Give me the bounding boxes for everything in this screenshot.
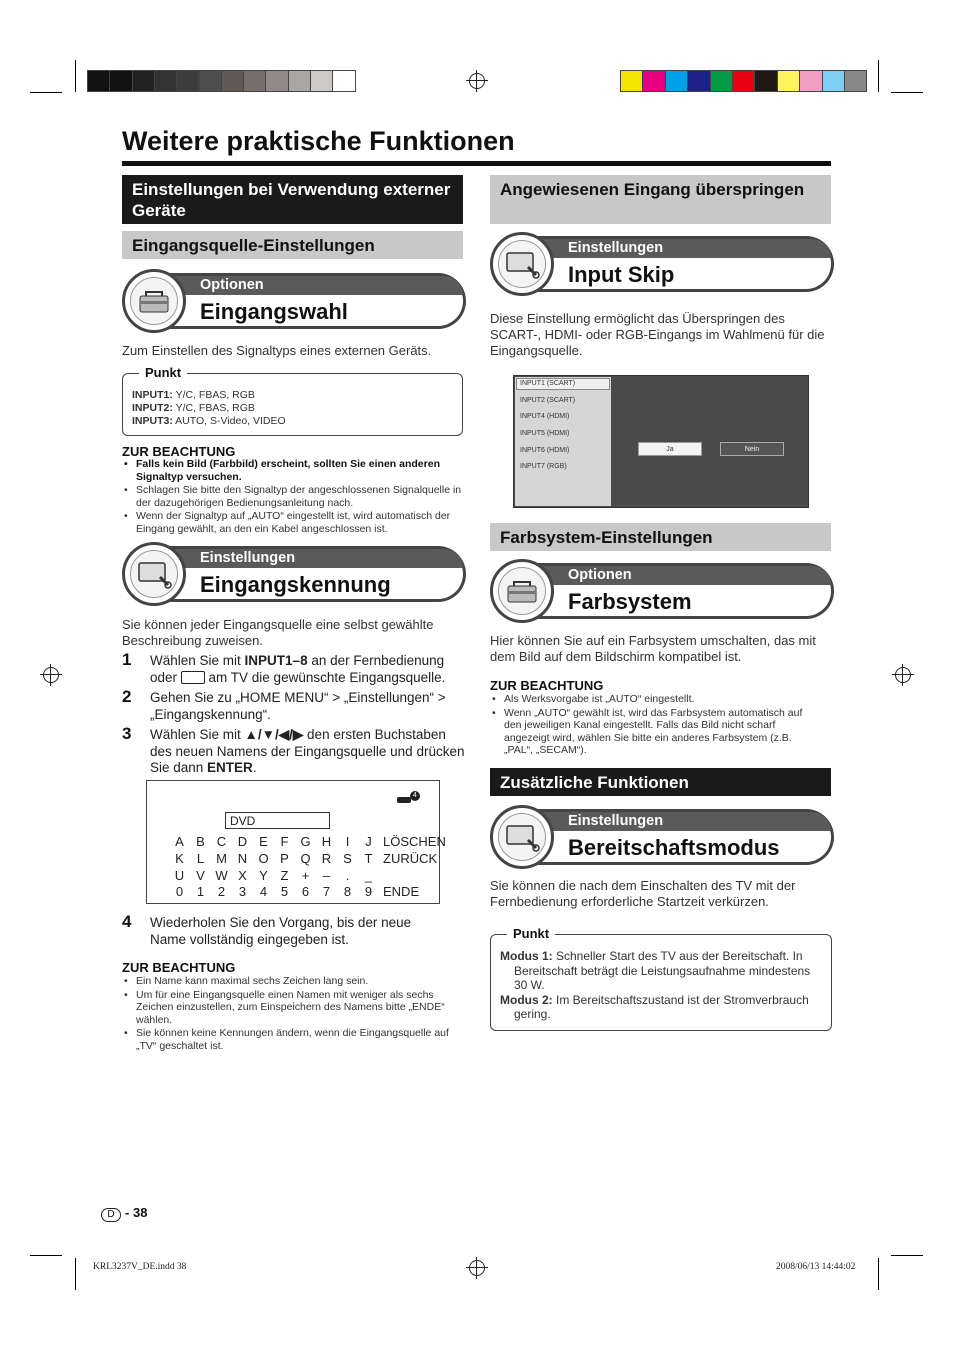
keyboard-key: R <box>321 851 332 866</box>
note-item: • Um für eine Eingangsquelle einen Namen mit weniger als sechs Zeichen einzustellen, zum Einspeichern des Namens bitte „ENDE“ wählen. <box>122 989 467 1027</box>
keyboard-key: V <box>196 868 205 883</box>
keyboard-key: H <box>321 834 332 849</box>
name-field: DVD <box>225 812 330 829</box>
color-swatch <box>132 70 155 92</box>
keyboard-key: E <box>259 834 268 849</box>
keyboard-key: 8 <box>343 884 352 899</box>
color-swatch <box>687 70 710 92</box>
registration-mark-icon <box>469 1260 485 1276</box>
footer-file: KRL3237V_DE.indd 38 <box>93 1262 187 1272</box>
color-swatch <box>710 70 733 92</box>
keyboard-key: J <box>365 834 372 849</box>
keyboard-key: I <box>345 834 350 849</box>
section-header-external: Einstellungen bei Verwendung externer Geräte <box>122 175 463 224</box>
color-swatch <box>221 70 244 92</box>
eingangswahl-description: Zum Einstellen des Signaltyps eines externen Geräts. <box>122 343 432 358</box>
menu-title: Eingangskennung <box>200 572 391 597</box>
section-header-extra-functions: Zusätzliche Funktionen <box>490 768 831 796</box>
keyboard-key: 0 <box>175 884 184 899</box>
punkt-item: INPUT3: AUTO, S-Video, VIDEO <box>132 415 286 427</box>
menu-header-eingangskennung <box>122 544 466 606</box>
arrow-keys-icon: ▲/▼/◀/▶ <box>244 727 304 742</box>
step-text: Wählen Sie mit INPUT1–8 an der Fernbedienung oder am TV die gewünschte Eingangsquelle. <box>150 653 446 685</box>
title-rule <box>122 161 831 166</box>
color-swatch <box>332 70 355 92</box>
menu-sub-label: Einstellungen <box>568 813 664 829</box>
keyboard-key: S <box>343 851 352 866</box>
color-swatch <box>310 70 333 92</box>
color-swatch <box>176 70 199 92</box>
keyboard-key: . <box>345 868 350 883</box>
farbsystem-description: Hier können Sie auf ein Farbsystem umschalten, das mit dem Bild auf dem Bildschirm kompatibel ist. <box>490 633 816 664</box>
keyboard-key: – <box>322 868 331 883</box>
keyboard-key: W <box>215 868 228 883</box>
page-title: Weitere praktische Funktionen <box>122 126 515 156</box>
footer-timestamp: 2008/06/13 14:44:02 <box>776 1262 856 1272</box>
keyboard-key: N <box>237 851 248 866</box>
keyboard-key: 3 <box>238 884 247 899</box>
tv-settings-icon <box>490 232 554 296</box>
color-swatch <box>799 70 822 92</box>
keyboard-key: Q <box>300 851 311 866</box>
badge: 4 <box>410 791 420 801</box>
color-swatch <box>288 70 311 92</box>
menu-header-farbsystem <box>490 561 834 623</box>
menu-title: Bereitschaftsmodus <box>568 835 780 860</box>
step-number: 4 <box>122 912 132 931</box>
note-item: • Falls kein Bild (Farbbild) erscheint, sollten Sie einen anderen Signaltyp versuchen. <box>122 458 467 483</box>
keyboard-key: _ <box>364 868 373 883</box>
punkt-label: Punkt <box>507 926 555 941</box>
input-source-icon <box>181 671 205 684</box>
keyboard-key: Z <box>280 868 289 883</box>
color-swatch <box>199 70 222 92</box>
step-text: Gehen Sie zu „HOME MENU“ > „Einstellungen“ > „Eingangskennung“. <box>150 690 446 722</box>
punkt-item: Modus 1: Schneller Start des TV aus der Bereitschaft. In Bereitschaft beträgt die Leistungsaufnahme mindestens 30 W. <box>500 949 811 992</box>
subsection-header-color-system: Farbsystem-Einstellungen <box>490 523 831 551</box>
keyboard-key: C <box>216 834 227 849</box>
toolbox-icon <box>490 559 554 623</box>
color-swatch <box>822 70 845 92</box>
keyboard-key: A <box>175 834 184 849</box>
menu-header-input-skip <box>490 234 834 296</box>
registration-mark-icon <box>895 667 911 683</box>
color-swatch <box>754 70 777 92</box>
keyboard-row <box>169 868 379 883</box>
color-swatch <box>732 70 755 92</box>
color-swatch <box>642 70 665 92</box>
punkt-item: Modus 2: Im Bereitschaftszustand ist der Stromverbrauch gering. <box>500 992 809 1021</box>
input-list <box>515 377 611 506</box>
color-swatch <box>265 70 288 92</box>
step-number: 1 <box>122 650 132 669</box>
color-swatch <box>154 70 177 92</box>
keyboard-row <box>169 884 419 899</box>
keyboard-key: 4 <box>259 884 268 899</box>
color-swatch <box>87 70 110 92</box>
keyboard-key: G <box>300 834 311 849</box>
punkt-item: INPUT1: Y/C, FBAS, RGB <box>132 389 255 401</box>
no-button[interactable]: Nein <box>720 442 784 456</box>
list-item: INPUT1 (SCART) <box>520 380 576 387</box>
list-item: INPUT6 (HDMI) <box>520 447 570 454</box>
keyboard-key: Y <box>259 868 268 883</box>
keyboard-key: 1 <box>196 884 205 899</box>
notes-eingangskennung <box>122 975 467 1053</box>
keyboard-action: ZURÜCK <box>383 851 438 866</box>
punkt-box-bereitschaft <box>490 926 832 1031</box>
keyboard-action: LÖSCHEN <box>383 834 446 849</box>
registration-mark-icon <box>43 667 59 683</box>
list-item: INPUT2 (SCART) <box>520 397 576 404</box>
menu-title: Input Skip <box>568 262 675 287</box>
step-text: Wählen Sie mit ▲/▼/◀/▶ den ersten Buchstaben des neuen Namens der Eingangsquelle und drücken Sie dann ENTER. <box>150 727 465 775</box>
page-number: D - 38 <box>101 1205 147 1222</box>
wrench-icon <box>397 797 411 803</box>
menu-sub-label: Einstellungen <box>568 240 664 256</box>
list-item: INPUT5 (HDMI) <box>520 430 570 437</box>
keyboard-key: L <box>196 851 205 866</box>
color-swatch <box>844 70 867 92</box>
toolbox-icon <box>122 269 186 333</box>
punkt-box-eingangswahl <box>122 365 463 436</box>
keyboard-action: ENDE <box>383 884 420 899</box>
menu-title: Eingangswahl <box>200 299 348 324</box>
keyboard-key: D <box>237 834 248 849</box>
note-item: • Wenn „AUTO“ gewählt ist, wird das Farbsystem automatisch auf den jeweiligen Kanal eingestellt. Falls das Bild nicht scharf angezeigt wird, wählen Sie bitte ein anderes Farbsystem (z.B. „PAL“, „SECAM“). <box>490 707 815 757</box>
input-skip-description: Diese Einstellung ermöglicht das Überspringen des SCART-, HDMI- oder RGB-Eingangs im Wahlmenü für die Eingangsquelle. <box>490 311 825 358</box>
notes-farbsystem <box>490 693 815 758</box>
keyboard-key: M <box>216 851 227 866</box>
color-swatch <box>243 70 266 92</box>
language-badge: D <box>101 1208 121 1222</box>
menu-header-eingangswahl <box>122 271 466 333</box>
keyboard-key: K <box>175 851 184 866</box>
keyboard-key: 9 <box>364 884 373 899</box>
eingangskennung-description: Sie können jeder Eingangsquelle eine selbst gewählte Beschreibung zuweisen. <box>122 617 434 648</box>
keyboard-row <box>169 834 446 849</box>
registration-mark-icon <box>469 73 485 89</box>
keyboard-key: X <box>238 868 247 883</box>
keyboard-key: P <box>280 851 289 866</box>
note-heading: ZUR BEACHTUNG <box>490 678 604 693</box>
menu-sub-label: Optionen <box>200 277 264 293</box>
note-item: • Ein Name kann maximal sechs Zeichen lang sein. <box>122 975 467 988</box>
note-item: • Als Werksvorgabe ist „AUTO“ eingestellt. <box>490 693 815 706</box>
punkt-item: INPUT2: Y/C, FBAS, RGB <box>132 402 255 414</box>
keyboard-key: 7 <box>322 884 331 899</box>
step-text: Wiederholen Sie den Vorgang, bis der neue Name vollständig eingegeben ist. <box>150 915 412 947</box>
step-number: 2 <box>122 687 132 706</box>
name-entry-keyboard <box>146 780 446 904</box>
color-swatch <box>109 70 132 92</box>
notes-eingangswahl <box>122 458 467 536</box>
bereitschaft-description: Sie können die nach dem Einschalten des TV mit der Fernbedienung erforderliche Startzeit verkürzen. <box>490 878 796 909</box>
tv-settings-icon <box>122 542 186 606</box>
tv-settings-icon <box>490 805 554 869</box>
keyboard-key: + <box>301 868 310 883</box>
color-swatch <box>665 70 688 92</box>
menu-sub-label: Einstellungen <box>200 550 296 566</box>
note-item: • Schlagen Sie bitte den Signaltyp der angeschlossenen Signalquelle in der dazugehörigen Bedienungsanleitung nach. <box>122 484 467 509</box>
keyboard-row <box>169 851 437 866</box>
keyboard-key: 5 <box>280 884 289 899</box>
color-swatch <box>620 70 643 92</box>
keyboard-key: U <box>174 868 185 883</box>
section-header-input-skip: Angewiesenen Eingang überspringen <box>490 175 831 224</box>
punkt-label: Punkt <box>139 365 187 380</box>
color-swatch <box>777 70 800 92</box>
menu-header-bereitschaft <box>490 807 834 869</box>
step-number: 3 <box>122 724 132 743</box>
keyboard-key: F <box>280 834 289 849</box>
keyboard-key: B <box>196 834 205 849</box>
menu-title: Farbsystem <box>568 589 692 614</box>
keyboard-key: 2 <box>217 884 226 899</box>
note-item: • Wenn der Signaltyp auf „AUTO“ eingestellt ist, wird automatisch der Eingang gewählt, an den ein Kabel angeschlossen ist. <box>122 510 467 535</box>
keyboard-key: O <box>258 851 269 866</box>
input-skip-screen <box>513 375 809 508</box>
keyboard-key: 6 <box>301 884 310 899</box>
subsection-header-input-source: Eingangsquelle-Einstellungen <box>122 231 463 259</box>
menu-sub-label: Optionen <box>568 567 632 583</box>
note-heading: ZUR BEACHTUNG <box>122 960 236 975</box>
list-item: INPUT4 (HDMI) <box>520 413 570 420</box>
note-heading: ZUR BEACHTUNG <box>122 444 236 459</box>
list-item: INPUT7 (RGB) <box>520 463 567 470</box>
yes-button[interactable]: Ja <box>638 442 702 456</box>
note-item: • Sie können keine Kennungen ändern, wenn die Eingangsquelle auf „TV“ geschaltet ist. <box>122 1027 467 1052</box>
keyboard-key: T <box>364 851 373 866</box>
